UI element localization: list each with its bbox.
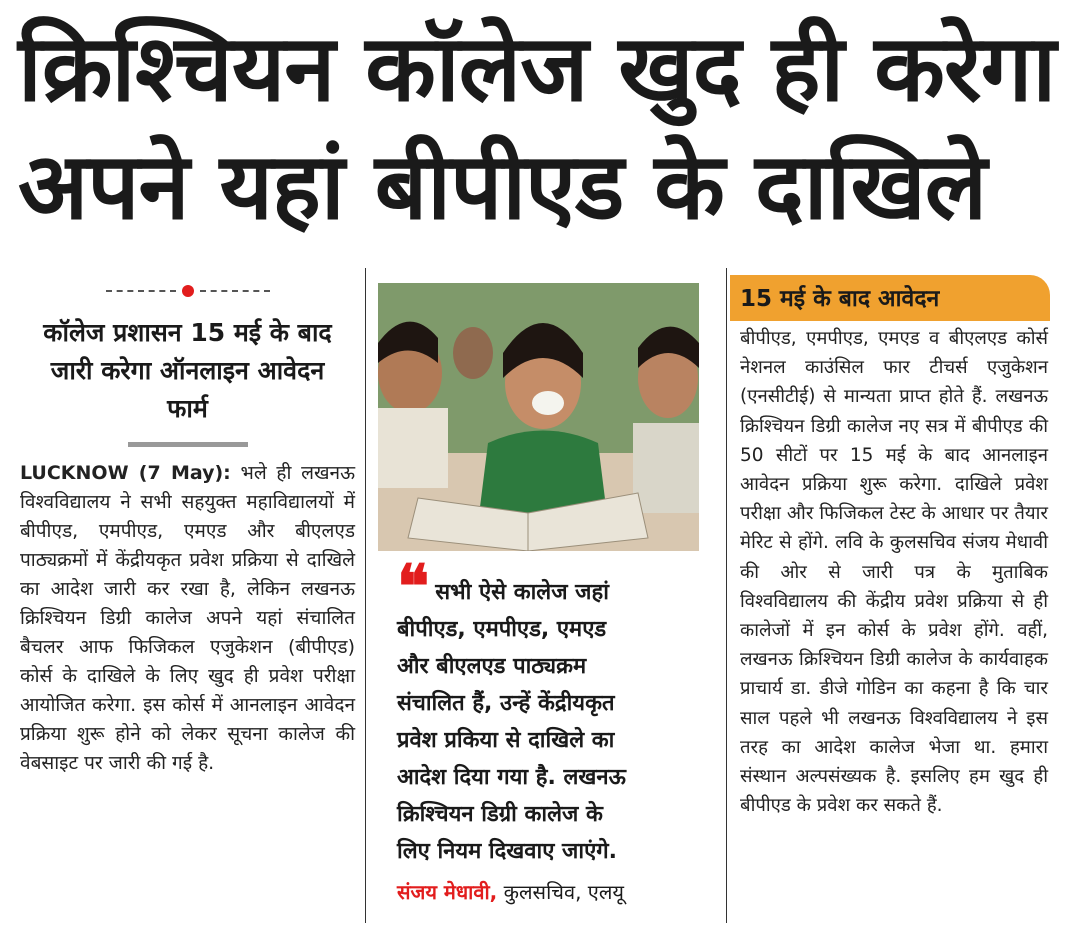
pull-quote	[397, 552, 697, 910]
quote-line: लिए नियम दिखवाए जाएंगे.	[397, 839, 617, 864]
quote-attribution	[397, 874, 697, 910]
sidebar-body: बीपीएड, एमपीएड, एमएड व बीएलएड कोर्स नेशनल काउंसिल फार टीचर्स एजुकेशन (एनसीटीई) से मान्यता प्राप्त होते हैं. लखनऊ क्रिश्चियन डिग्री कालेज नए सत्र में बीपीएड की 50 सीटों पर 15 मई के बाद आनलाइन आवेदन प्रक्रिया शुरू करेगा. दाखिले प्रवेश परीक्षा और फिजिकल टेस्ट के आधार पर तैयार मेरिट से होंगे. लवि के कुलसचिव संजय मेधावी की ओर से जारी पत्र के मुताबिक विश्वविद्यालय की केंद्रीय प्रवेश प्रक्रिया से ही कालेजों में इन कोर्स के प्रवेश होंगे. वहीं, लखनऊ क्रिश्चियन डिग्री कालेज के कार्यवाहक प्राचार्य डा. डीजे गोडिन का कहना है कि चार साल पहले भी लखनऊ विश्वविद्यालय ने इस तरह का आदेश कालेज भेजा था. हमारा संस्थान अल्पसंख्यक है. इसलिए हम खुद ही बीपीएड के प्रवेश कर सकते हैं.	[740, 328, 1048, 817]
headline-line-1: क्रिश्चियन कॉलेज खुद ही करेगा	[18, 15, 1056, 122]
headline	[18, 10, 1068, 246]
quote-mark-icon: ❝	[397, 552, 430, 622]
divider	[128, 442, 248, 447]
quote-line: प्रवेश प्रकिया से दाखिले का	[397, 728, 615, 753]
quote-line: और बीएलएड पाठ्यक्रम	[397, 654, 587, 679]
article-body	[20, 459, 355, 778]
column-divider	[726, 268, 727, 923]
subheadline: कॉलेज प्रशासन 15 मई के बाद जारी करेगा ऑनलाइन आवेदन फार्म	[43, 318, 332, 423]
headline-line-2: अपने यहां बीपीएड के दाखिले	[18, 133, 987, 240]
students-photo	[378, 283, 699, 551]
sidebar-title-box	[730, 275, 1050, 321]
quote-line: सभी ऐसे कालेज जहां	[435, 580, 609, 605]
quote-author-role: कुलसचिव, एलयू	[497, 880, 624, 904]
red-dot-icon	[182, 285, 194, 297]
dateline: LUCKNOW (7 May):	[20, 462, 231, 484]
section-ornament	[20, 280, 355, 306]
quote-line: क्रिश्चियन डिग्री कालेज के	[397, 802, 603, 827]
left-column	[20, 280, 355, 778]
quote-line: संचालित हैं, उन्हें केंद्रीयकृत	[397, 691, 615, 716]
column-divider	[365, 268, 366, 923]
article-text: भले ही लखनऊ विश्वविद्यालय ने सभी सहयुक्त महाविद्यालयों में बीपीएड, एमपीएड, एमएड और बीएलएड पाठ्यक्रमों में केंद्रीयकृत प्रवेश प्रक्रिया से दाखिले का आदेश जारी कर रखा है, लेकिन लखनऊ क्रिश्चियन डिग्री कालेज अपने यहां संचालित बैचलर आफ फिजिकल एजुकेशन (बीपीएड) कोर्स के दाखिले के लिए खुद ही प्रवेश परीक्षा आयोजित करेगा. इस कोर्स में आनलाइन आवेदन प्रक्रिया शुरू होने को लेकर सूचना कालेज की वेबसाइट पर जारी की गई है.	[20, 462, 355, 774]
quote-line: आदेश दिया गया है. लखनऊ	[397, 765, 626, 790]
quote-author: संजय मेधावी,	[397, 880, 498, 904]
quote-line: बीपीएड, एमपीएड, एमएड	[397, 617, 607, 642]
sidebar-title: 15 मई के बाद आवेदन	[740, 286, 940, 312]
